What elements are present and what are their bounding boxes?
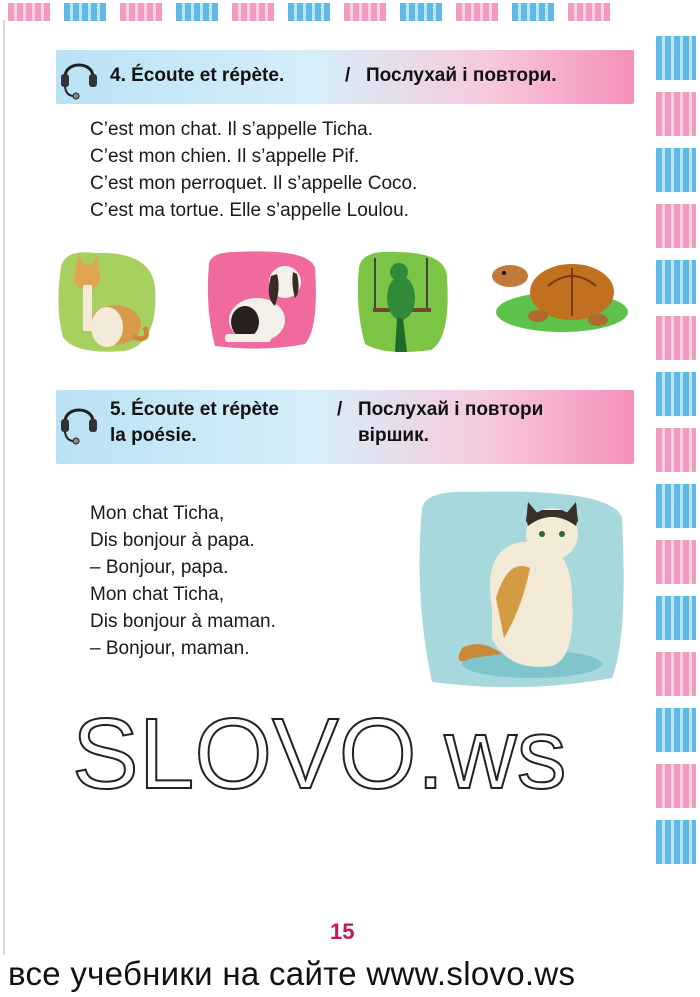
dog-illustration bbox=[205, 248, 319, 352]
sentence-line: C’est ma tortue. Elle s’appelle Loulou. bbox=[90, 200, 409, 221]
sitting-cat-illustration bbox=[412, 488, 628, 694]
top-decorative-border bbox=[0, 0, 700, 24]
poem-line: Dis bonjour à papa. bbox=[90, 530, 255, 551]
exercise-4-title-uk: Послухай і повтори. bbox=[366, 65, 557, 86]
poem-line: – Bonjour, maman. bbox=[90, 638, 250, 659]
parrot-illustration bbox=[355, 248, 451, 356]
exercise-5-title-fr-line1: 5. Écoute et répète bbox=[110, 399, 279, 420]
poem-line: Mon chat Ticha, bbox=[90, 503, 225, 524]
exercise-5-title-uk-line2: віршик. bbox=[358, 425, 429, 446]
title-separator: / bbox=[345, 65, 351, 86]
watermark-text: SLOVO.ws bbox=[72, 700, 567, 800]
poem-line: Dis bonjour à maman. bbox=[90, 611, 276, 632]
poem-line: Mon chat Ticha, bbox=[90, 584, 225, 605]
cat-illustration bbox=[55, 247, 161, 355]
page-number: 15 bbox=[330, 919, 355, 944]
exercise-4-title-fr: 4. Écoute et répète. bbox=[110, 65, 285, 86]
headphones-microphone-icon bbox=[58, 53, 100, 101]
sentence-line: C’est mon chien. Il s’appelle Pif. bbox=[90, 146, 360, 167]
headphones-microphone-icon bbox=[58, 398, 100, 446]
turtle-illustration bbox=[488, 256, 628, 338]
exercise-5-title-fr-line2: la poésie. bbox=[110, 425, 197, 446]
page-edge-line bbox=[3, 20, 5, 955]
slovo-watermark bbox=[72, 700, 632, 800]
sentence-line: C’est mon chat. Il s’appelle Ticha. bbox=[90, 119, 374, 140]
sentence-line: C’est mon perroquet. Il s’appelle Coco. bbox=[90, 173, 418, 194]
exercise-5-title-uk-line1: Послухай і повтори bbox=[358, 399, 544, 420]
title-separator: / bbox=[337, 399, 343, 420]
poem-line: – Bonjour, papa. bbox=[90, 557, 229, 578]
right-decorative-border bbox=[656, 36, 700, 936]
footer-text: все учебники на сайте www.slovo.ws bbox=[8, 955, 576, 992]
